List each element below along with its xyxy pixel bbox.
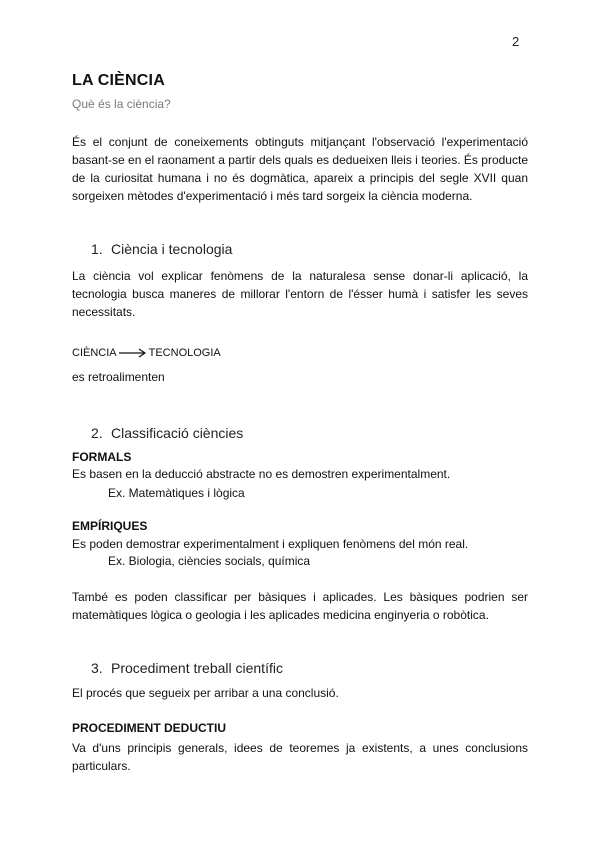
diagram-left-label: CIÈNCIA [72, 347, 117, 359]
empiriques-text: Es poden demostrar experimentalment i expliquen fenòmens del món real. [72, 537, 469, 551]
section-1-number: 1. [91, 241, 103, 257]
section-1-heading [91, 241, 232, 257]
right-arrow-icon [119, 348, 147, 358]
empiriques-title: EMPÍRIQUES [72, 519, 148, 533]
section-2-title: Classificació ciències [111, 425, 244, 441]
diagram-right-label: TECNOLOGIA [148, 347, 221, 359]
formals-title: FORMALS [72, 450, 132, 464]
empiriques-example: Ex. Biologia, ciències socials, química [108, 554, 311, 568]
intro-paragraph: És el conjunt de coneixements obtinguts mitjançant l'observació l'experimentació basant-se en el raonament a partir dels quals es dedueixen lleis i teories. És producte de la curiositat humana i no és dogmàtica, apareix a principis del segle XVII quan sorgeixen mètodes d'experimentació i més tard sorgeix la ciència moderna. [72, 135, 528, 203]
deductive-procedure-text: Va d'uns principis generals, idees de teoremes ja existents, a unes conclusions particulars. [72, 741, 528, 773]
section-3-heading [91, 660, 283, 676]
science-technology-diagram [72, 347, 221, 359]
section-3-text: El procés que segueix per arribar a una conclusió. [72, 686, 339, 700]
classification-extra-paragraph: També es poden classificar per bàsiques i aplicades. Les bàsiques podrien ser matemàtiques lògica o geologia i les aplicades medicina enginyeria o robòtica. [72, 590, 528, 622]
formals-example: Ex. Matemàtiques i lògica [108, 486, 245, 500]
deductive-procedure-title: PROCEDIMENT DEDUCTIU [72, 721, 227, 735]
section-3-title: Procediment treball científic [111, 660, 283, 676]
section-1-paragraph: La ciència vol explicar fenòmens de la naturalesa sense donar-li aplicació, la tecnologia busca maneres de millorar l'entorn de l'ésser humà i satisfer les seves necessitats. [72, 269, 528, 319]
section-3-number: 3. [91, 660, 103, 676]
page-title: LA CIÈNCIA [72, 72, 165, 89]
diagram-note: es retroalimenten [72, 370, 165, 384]
section-2-heading [91, 425, 243, 441]
page-subtitle: Què és la ciència? [72, 97, 171, 111]
formals-text: Es basen en la deducció abstracte no es demostren experimentalment. [72, 467, 451, 481]
page-number: 2 [512, 34, 520, 49]
section-2-number: 2. [91, 425, 103, 441]
section-1-title: Ciència i tecnologia [111, 241, 233, 257]
